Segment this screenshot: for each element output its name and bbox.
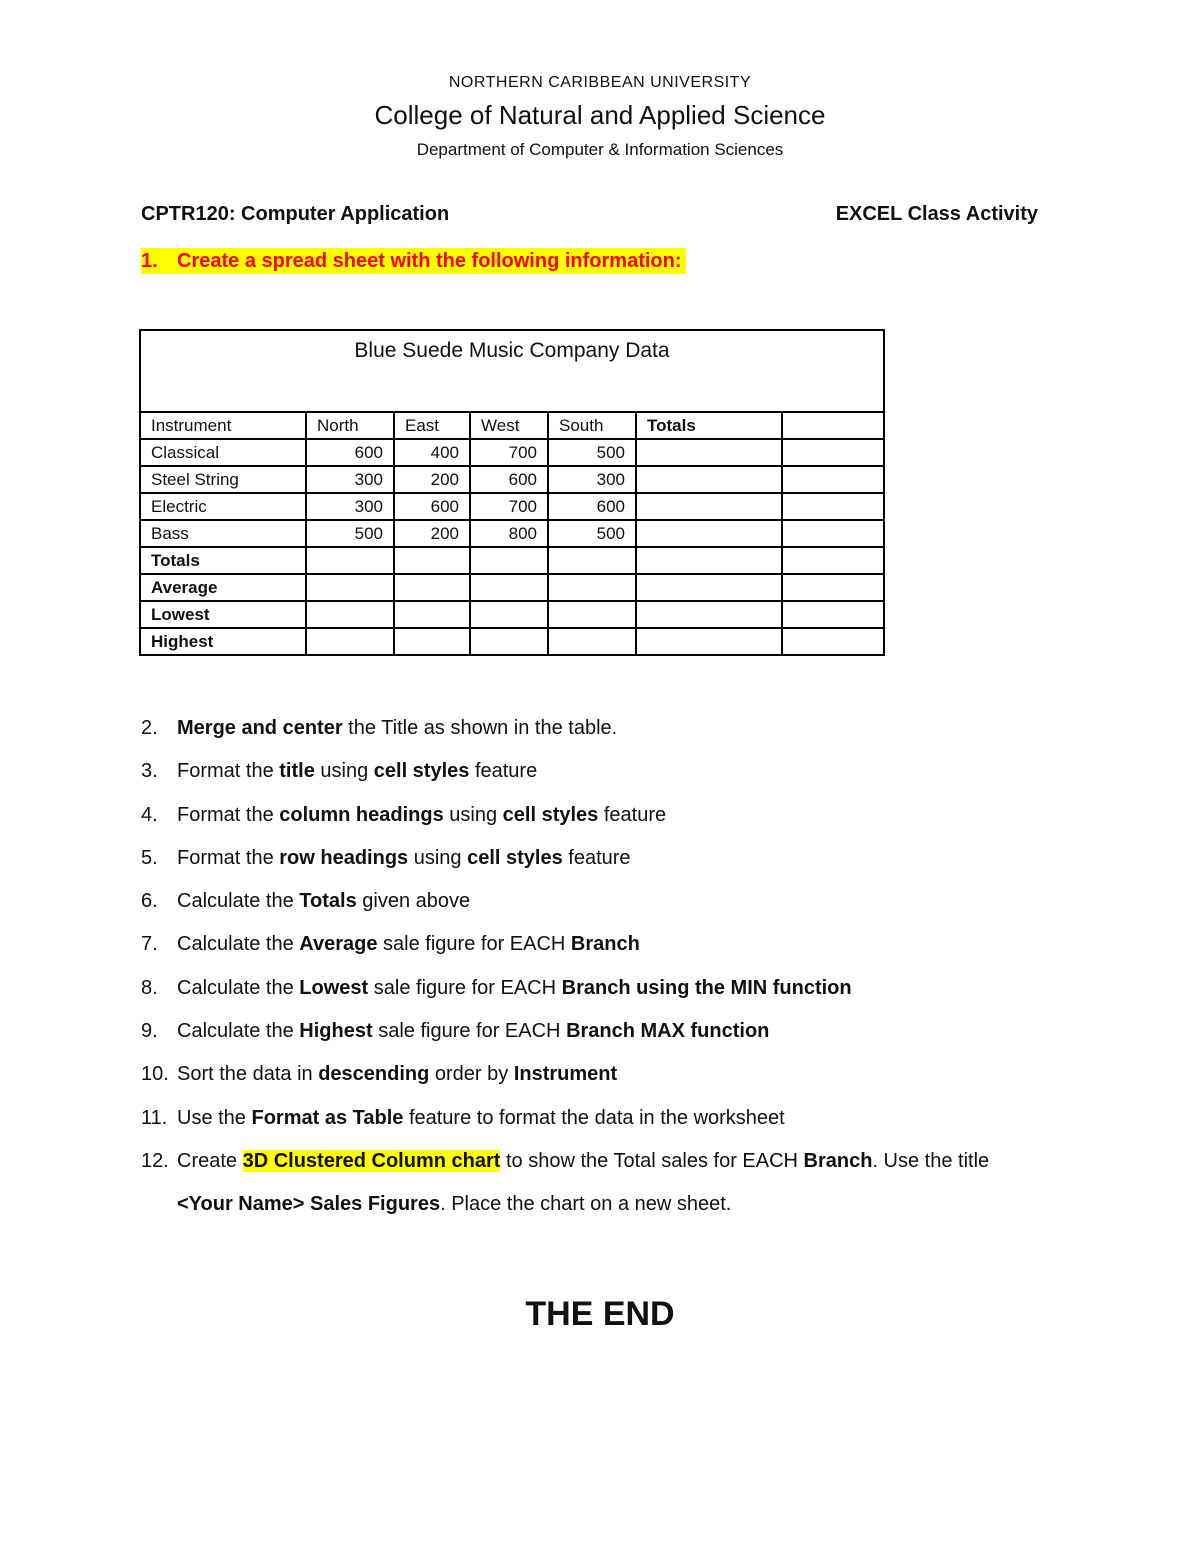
cell: 400 [394, 439, 470, 466]
step-text: feature [469, 760, 538, 783]
bold-text: row headings [279, 846, 409, 869]
step-text: using [314, 760, 374, 783]
cell: 300 [306, 466, 394, 493]
cell [470, 574, 548, 601]
row-header: Average [140, 574, 306, 601]
cell [782, 574, 884, 601]
bold-text: Branch using the MIN function [561, 976, 852, 999]
summary-row [140, 601, 884, 628]
bold-text: column headings [279, 803, 444, 826]
cell [636, 439, 782, 466]
activity-title: EXCEL Class Activity [835, 203, 1038, 225]
bold-text: Highest [299, 1020, 373, 1043]
step-9 [141, 1017, 989, 1060]
step-6 [141, 887, 989, 930]
column-header: South [548, 412, 636, 439]
step-number: 5. [141, 846, 158, 869]
cell: 600 [470, 466, 548, 493]
step-text: order by [429, 1063, 514, 1086]
step-4 [141, 801, 989, 844]
step-text: Create a spread sheet with the following information: [177, 250, 682, 272]
summary-row [140, 574, 884, 601]
row-header: Lowest [140, 601, 306, 628]
step-number: 1. [141, 250, 158, 272]
step-text: using [408, 846, 468, 869]
cell [636, 466, 782, 493]
step-text: Create [177, 1149, 243, 1172]
step-11 [141, 1104, 989, 1147]
row-header: Electric [140, 493, 306, 520]
step-10 [141, 1060, 989, 1103]
table-row [140, 520, 884, 547]
bold-text: <Your Name> Sales Figures [177, 1193, 441, 1216]
step-text: sale figure for EACH [377, 933, 571, 956]
cell: 600 [548, 493, 636, 520]
bold-text: Average [299, 933, 378, 956]
bold-text: Totals [299, 890, 357, 913]
cell [548, 628, 636, 655]
cell: 500 [306, 520, 394, 547]
cell [636, 493, 782, 520]
cell [636, 628, 782, 655]
bold-text: Lowest [299, 976, 369, 999]
university-name: NORTHERN CARIBBEAN UNIVERSITY [448, 74, 752, 91]
cell [470, 601, 548, 628]
bold-text: Branch MAX function [566, 1020, 770, 1043]
cell [782, 520, 884, 547]
step-5 [141, 844, 989, 887]
cell [548, 547, 636, 574]
step-text: sale figure for EACH [368, 976, 562, 999]
cell [548, 574, 636, 601]
cell [394, 574, 470, 601]
step-text: Calculate the [177, 933, 300, 956]
step-2 [141, 714, 989, 757]
step-1 [141, 248, 686, 274]
cell [636, 547, 782, 574]
highlighted-text: 3D Clustered Column chart [242, 1149, 501, 1172]
table-title: Blue Suede Music Company Data [140, 330, 884, 412]
summary-row [140, 547, 884, 574]
column-header [782, 412, 884, 439]
cell [306, 601, 394, 628]
step-text: . Use the title [872, 1149, 990, 1172]
bold-text: cell styles [502, 803, 599, 826]
step-12 [141, 1147, 989, 1190]
cell: 500 [548, 439, 636, 466]
row-header: Bass [140, 520, 306, 547]
cell [306, 574, 394, 601]
cell: 200 [394, 466, 470, 493]
bold-text: Format as Table [251, 1106, 404, 1129]
step-number: 11. [141, 1106, 168, 1129]
table-row [140, 439, 884, 466]
college-name: College of Natural and Applied Science [374, 100, 826, 130]
data-table [139, 329, 885, 656]
cell: 700 [470, 493, 548, 520]
cell [394, 547, 470, 574]
bold-text: cell styles [373, 760, 470, 783]
step-text: given above [356, 890, 471, 913]
row-header: Highest [140, 628, 306, 655]
step-number: 12. [141, 1149, 169, 1172]
step-number: 10. [141, 1063, 169, 1086]
column-header: East [394, 412, 470, 439]
row-header: Totals [140, 547, 306, 574]
row-header: Steel String [140, 466, 306, 493]
step-text: Sort the data in [177, 1063, 319, 1086]
step-text: Format the [177, 846, 280, 869]
cell: 600 [394, 493, 470, 520]
bold-text: Merge and center [177, 717, 343, 739]
step-number: 4. [141, 803, 158, 826]
step-text: using [443, 803, 503, 826]
cell [306, 628, 394, 655]
step-8 [141, 974, 989, 1017]
summary-row [140, 628, 884, 655]
cell: 300 [548, 466, 636, 493]
bold-text: Instrument [513, 1063, 618, 1086]
step-text: Calculate the [177, 890, 300, 913]
step-number: 7. [141, 933, 158, 956]
bold-text: cell styles [467, 846, 563, 869]
step-text: Calculate the [177, 976, 300, 999]
instruction-list [141, 714, 989, 1234]
step-number: 6. [141, 890, 158, 913]
cell [470, 547, 548, 574]
cell [782, 601, 884, 628]
step-text: Use the [177, 1106, 252, 1129]
cell [782, 439, 884, 466]
the-end: THE END [525, 1295, 675, 1333]
column-header: North [306, 412, 394, 439]
column-header: Totals [636, 412, 782, 439]
cell: 700 [470, 439, 548, 466]
step-number: 2. [141, 717, 158, 739]
step-text: . Place the chart on a new sheet. [440, 1193, 732, 1216]
bold-text: descending [318, 1063, 430, 1086]
step-text: Format the [177, 803, 280, 826]
cell: 300 [306, 493, 394, 520]
cell: 500 [548, 520, 636, 547]
bold-text: Branch [570, 933, 640, 956]
cell [782, 547, 884, 574]
step-text: feature [562, 846, 631, 869]
step-number: 3. [141, 760, 158, 783]
cell [782, 628, 884, 655]
cell: 800 [470, 520, 548, 547]
step-12-continued [141, 1190, 989, 1233]
cell: 600 [306, 439, 394, 466]
cell [394, 601, 470, 628]
step-text: Format the [177, 760, 280, 783]
table-row [140, 493, 884, 520]
table-header-row [140, 412, 884, 439]
cell [782, 466, 884, 493]
bold-text: Branch [803, 1149, 873, 1172]
step-text: the Title as shown in the table. [342, 717, 618, 739]
table-row [140, 466, 884, 493]
step-7 [141, 930, 989, 973]
cell [636, 601, 782, 628]
row-header: Classical [140, 439, 306, 466]
cell [394, 628, 470, 655]
cell [636, 574, 782, 601]
step-text: feature to format the data in the worksheet [403, 1106, 785, 1129]
cell: 200 [394, 520, 470, 547]
column-header: Instrument [140, 412, 306, 439]
step-number: 8. [141, 976, 158, 999]
cell [306, 547, 394, 574]
bold-text: title [279, 760, 315, 783]
step-text: feature [598, 803, 667, 826]
step-number: 9. [141, 1020, 158, 1043]
cell [636, 520, 782, 547]
step-3 [141, 757, 989, 800]
cell [548, 601, 636, 628]
department-name: Department of Computer & Information Sciences [416, 140, 784, 159]
step-text: to show the Total sales for EACH [500, 1149, 804, 1172]
course-title: CPTR120: Computer Application [141, 203, 450, 225]
step-text: Calculate the [177, 1020, 300, 1043]
column-header: West [470, 412, 548, 439]
cell [470, 628, 548, 655]
cell [782, 493, 884, 520]
step-text: sale figure for EACH [372, 1020, 567, 1043]
